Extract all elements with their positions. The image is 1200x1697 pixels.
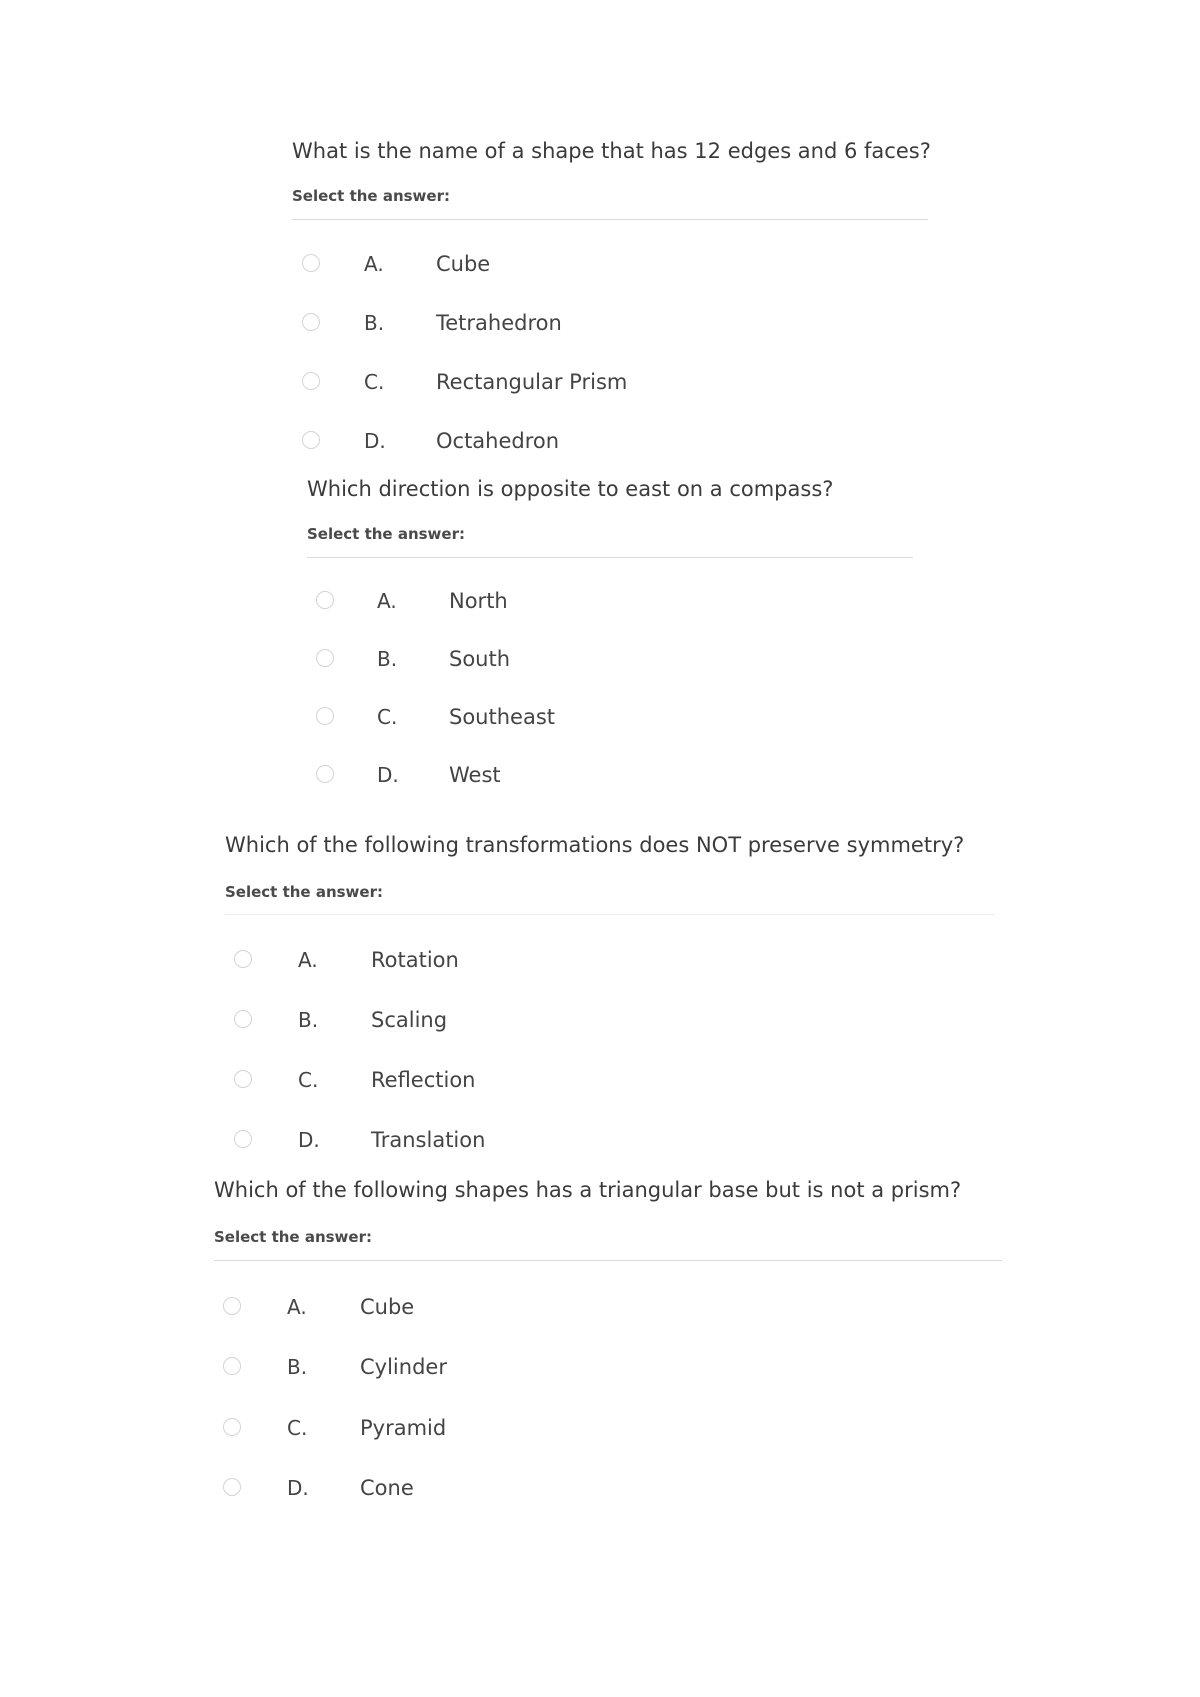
- select-answer-hint: Select the answer:: [292, 187, 450, 205]
- divider: [225, 914, 995, 915]
- option-text: Cube: [436, 252, 491, 276]
- question-text: What is the name of a shape that has 12 edges and 6 faces?: [292, 139, 931, 163]
- option-letter: B.: [364, 311, 385, 335]
- select-answer-hint: Select the answer:: [225, 883, 383, 901]
- radio-button[interactable]: [316, 765, 334, 783]
- option-letter: A.: [298, 948, 318, 972]
- divider: [292, 219, 928, 220]
- option-letter: C.: [377, 705, 398, 729]
- option-text: Translation: [371, 1128, 486, 1152]
- option-letter: D.: [287, 1476, 309, 1500]
- radio-button[interactable]: [316, 649, 334, 667]
- divider: [214, 1260, 1002, 1261]
- option-letter: A.: [287, 1295, 307, 1319]
- radio-button[interactable]: [302, 254, 320, 272]
- question-text: Which of the following transformations does NOT preserve symmetry?: [225, 833, 965, 857]
- option-text: South: [449, 647, 511, 671]
- option-text: Cone: [360, 1476, 414, 1500]
- select-answer-hint: Select the answer:: [307, 525, 465, 543]
- option-text: Octahedron: [436, 429, 560, 453]
- option-text: North: [449, 589, 508, 613]
- divider: [307, 557, 913, 558]
- radio-button[interactable]: [223, 1418, 241, 1436]
- radio-button[interactable]: [234, 1010, 252, 1028]
- option-letter: C.: [364, 370, 385, 394]
- radio-button[interactable]: [316, 591, 334, 609]
- option-letter: B.: [377, 647, 398, 671]
- radio-button[interactable]: [316, 707, 334, 725]
- question-block: [225, 832, 995, 1162]
- option-letter: B.: [287, 1355, 308, 1379]
- option-letter: A.: [364, 252, 384, 276]
- radio-button[interactable]: [223, 1357, 241, 1375]
- radio-button[interactable]: [234, 1070, 252, 1088]
- option-text: Rectangular Prism: [436, 370, 628, 394]
- question-block: [307, 476, 913, 796]
- option-text: Cylinder: [360, 1355, 447, 1379]
- radio-button[interactable]: [234, 950, 252, 968]
- question-block: [214, 1177, 1002, 1517]
- option-text: Reflection: [371, 1068, 476, 1092]
- option-letter: D.: [364, 429, 386, 453]
- option-letter: D.: [377, 763, 399, 787]
- option-letter: C.: [287, 1416, 308, 1440]
- option-text: West: [449, 763, 501, 787]
- option-letter: A.: [377, 589, 397, 613]
- question-text: Which of the following shapes has a triangular base but is not a prism?: [214, 1178, 962, 1202]
- radio-button[interactable]: [223, 1478, 241, 1496]
- option-text: Cube: [360, 1295, 415, 1319]
- radio-button[interactable]: [302, 313, 320, 331]
- select-answer-hint: Select the answer:: [214, 1228, 372, 1246]
- option-text: Southeast: [449, 705, 555, 729]
- option-letter: B.: [298, 1008, 319, 1032]
- question-text: Which direction is opposite to east on a compass?: [307, 477, 834, 501]
- radio-button[interactable]: [234, 1130, 252, 1148]
- option-text: Rotation: [371, 948, 459, 972]
- option-letter: D.: [298, 1128, 320, 1152]
- radio-button[interactable]: [302, 431, 320, 449]
- question-block: [292, 138, 931, 468]
- option-letter: C.: [298, 1068, 319, 1092]
- radio-button[interactable]: [302, 372, 320, 390]
- radio-button[interactable]: [223, 1297, 241, 1315]
- option-text: Tetrahedron: [436, 311, 562, 335]
- option-text: Pyramid: [360, 1416, 447, 1440]
- option-text: Scaling: [371, 1008, 448, 1032]
